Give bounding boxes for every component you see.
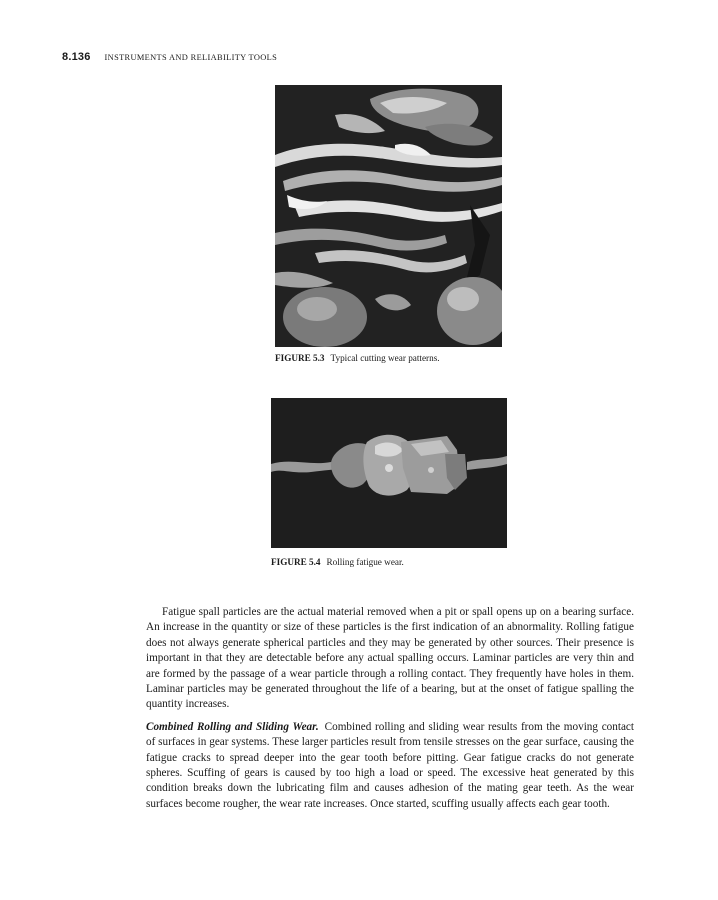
figure-5-4-label: FIGURE 5.4	[271, 557, 321, 567]
figure-5-4-micrograph	[271, 398, 507, 548]
figure-5-3-caption	[275, 353, 440, 363]
figure-5-3-label: FIGURE 5.3	[275, 353, 325, 363]
paragraph-fatigue-spall: Fatigue spall particles are the actual material removed when a pit or spall opens up on a bearing surface. An increase in the quantity or size of these particles is the first indication of an abnormality. Rolling fatigue does not always generate spherical particles and they may be generated by other sources. Their presence is important in that they are detectable before any actual spalling occurs. Laminar particles are very thin and are formed by the passage of a wear particle through a rolling contact. They frequently have holes in them. Laminar particles may be generated throughout the life of a bearing, but at the onset of fatigue spalling the quantity increases.	[146, 606, 634, 711]
paragraph-combined-wear	[146, 720, 634, 812]
figure-5-4-caption	[271, 557, 404, 567]
running-header	[62, 51, 277, 65]
section-heading-combined-wear: Combined Rolling and Sliding Wear.	[146, 720, 319, 733]
body-text	[146, 605, 634, 812]
paragraph-combined-wear-text: Combined rolling and sliding wear results from the moving contact of surfaces in gear systems. These larger particles result from tensile stresses on the gear surface, causing the fatigue cracks to spread deeper into the gear tooth before pitting. Gear fatigue cracks do not generate spheres. Scuffing of gears is caused by too high a load or speed. The excessive heat generated by this condition breaks down the lubricating film and causes adhesion of the mating gear teeth. As the wear surfaces become rougher, the wear rate increases. Once started, scuffing usually affects each gear tooth.	[146, 720, 634, 810]
figure-5-3-micrograph	[275, 85, 502, 347]
figure-5-3-caption-text: Typical cutting wear patterns.	[330, 353, 440, 363]
figure-5-4-caption-text: Rolling fatigue wear.	[326, 557, 404, 567]
running-header-title: INSTRUMENTS AND RELIABILITY TOOLS	[104, 53, 278, 62]
page-number: 8.136	[62, 51, 91, 63]
